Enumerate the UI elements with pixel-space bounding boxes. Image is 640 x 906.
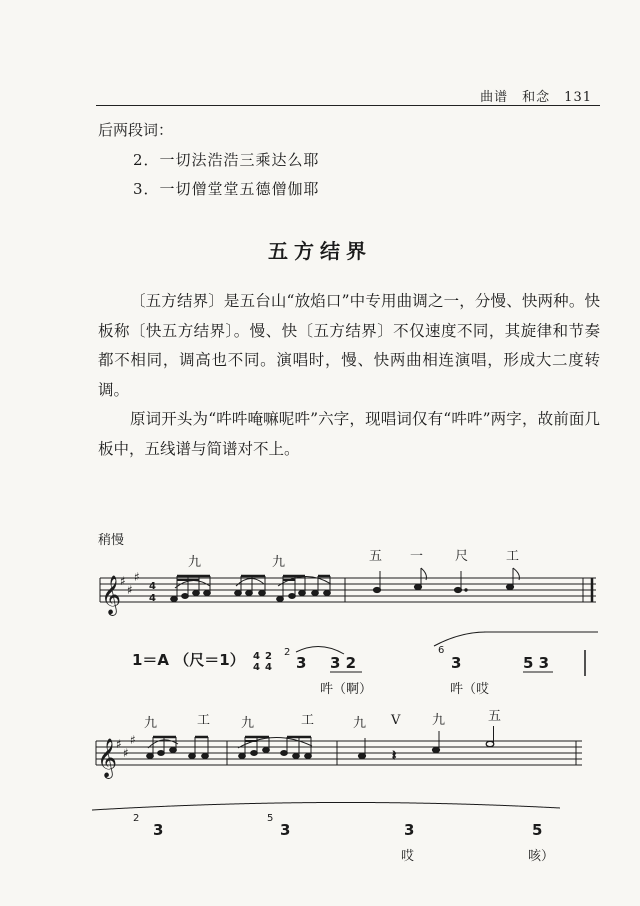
jianpu-lyric: 吽（哎 [450, 682, 490, 697]
svg-text:4: 4 [149, 593, 156, 604]
svg-text:♯: ♯ [123, 746, 129, 760]
paragraph: 原词开头为“吽吽唵嘛呢吽”六字，现唱词仅有“吽吽”两字，故前面几板中，五线谱与简谱对不上。 [98, 410, 600, 458]
jianpu-note: 3 [451, 654, 462, 672]
tempo-marking: 稍慢 [98, 533, 125, 548]
lyric-line: 2．一切法浩浩三乘达么耶 [133, 151, 320, 169]
jianpu-row-2 [92, 802, 560, 864]
svg-text:♯: ♯ [130, 733, 136, 747]
treble-clef-icon: 𝄞 [101, 575, 122, 615]
key-signature-sharps [116, 733, 136, 760]
grace-note: 5 [267, 813, 274, 824]
gongche-char: 一 [410, 549, 424, 564]
gongche-char: 五 [369, 549, 383, 564]
gongche-char: 九 [353, 716, 367, 731]
key-signature-sharps [120, 570, 140, 597]
svg-text:4: 4 [149, 581, 156, 592]
jianpu-note: 3 [296, 654, 307, 672]
treble-clef-icon: 𝄞 [97, 738, 118, 778]
staff-2 [96, 741, 582, 765]
jianpu-note: 3 [280, 821, 291, 839]
gongche-char: 九 [188, 555, 202, 570]
time-signature: 4 [253, 662, 260, 673]
notes-measure-2 [373, 568, 519, 593]
jianpu-note: 3 [404, 821, 415, 839]
notes-measure-1 [171, 576, 331, 602]
svg-text:♯: ♯ [127, 583, 133, 597]
key-signature: 1＝A （尺＝1） [132, 651, 245, 669]
time-signature: 4 [265, 662, 272, 673]
gongche-char: 九 [432, 713, 446, 728]
time-signature: 2 [265, 651, 272, 662]
jianpu-lyric: 咳） [528, 849, 555, 864]
grace-note: 2 [133, 813, 140, 824]
jianpu-note: 3 2 [330, 654, 357, 672]
grace-note: 2 [284, 647, 291, 658]
gongche-char: 工 [301, 713, 315, 728]
running-header: 曲谱 和念 131 [480, 90, 592, 105]
grace-note: 6 [438, 645, 445, 656]
svg-text:♯: ♯ [134, 570, 140, 584]
gongche-char: 工 [506, 549, 520, 564]
gongche-row-1 [188, 549, 519, 570]
svg-text:♯: ♯ [116, 737, 122, 751]
gongche-char: V [391, 713, 401, 728]
staff-time-signature [149, 581, 156, 604]
jianpu-note: 5 [532, 821, 543, 839]
time-signature: 4 [253, 651, 260, 662]
svg-text:♯: ♯ [120, 574, 126, 588]
gongche-char: 九 [272, 555, 286, 570]
svg-text:𝄽: 𝄽 [392, 748, 397, 764]
gongche-char: 九 [241, 716, 255, 731]
jianpu-lyric: 吽（啊） [320, 682, 373, 697]
lyrics-heading: 后两段词： [98, 121, 174, 139]
jianpu-lyric: 哎 [401, 849, 415, 864]
section-title: 五方结界 [268, 239, 372, 263]
jianpu-row-1 [132, 632, 598, 697]
gongche-row-2 [144, 709, 501, 731]
gongche-char: 五 [488, 709, 502, 724]
paragraph: 〔五方结界〕是五台山“放焰口”中专用曲调之一，分慢、快两种。快板称〔快五方结界〕。慢、快〔五方结界〕不仅速度不同，其旋律和节奏都不相同，调高也不同。演唱时，慢、快两曲相连演唱，形成大二度转调。 [98, 292, 600, 399]
jianpu-note: 5 3 [523, 654, 550, 672]
gongche-char: 尺 [455, 549, 469, 564]
notes-system-2 [147, 726, 494, 764]
lyric-line: 3．一切僧堂堂五德僧伽耶 [133, 180, 320, 198]
gongche-char: 九 [144, 716, 158, 731]
gongche-char: 工 [197, 713, 211, 728]
jianpu-note: 3 [153, 821, 164, 839]
